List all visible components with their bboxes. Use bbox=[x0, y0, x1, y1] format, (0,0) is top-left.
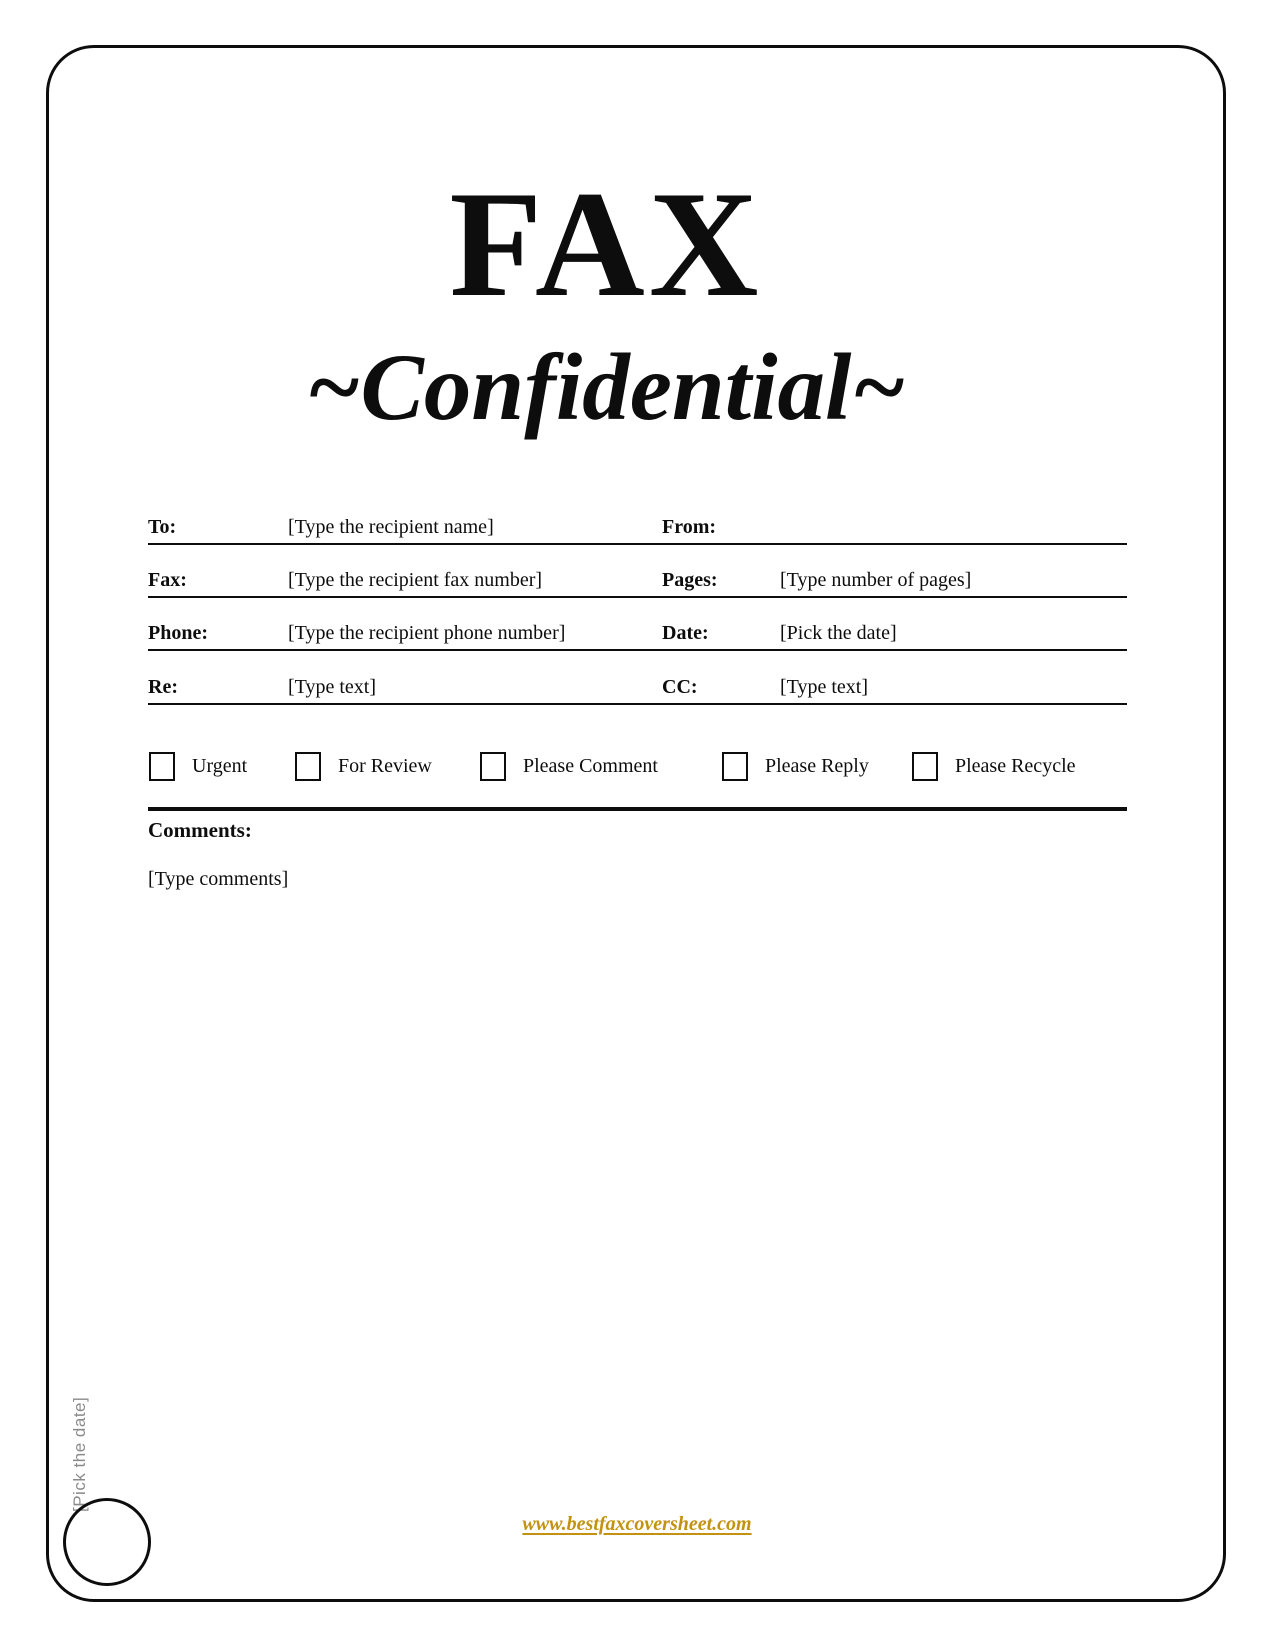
fax-title: FAX bbox=[449, 160, 763, 328]
pages-label: Pages: bbox=[662, 569, 718, 591]
phone-field[interactable]: [Type the recipient phone number] bbox=[288, 622, 566, 644]
date-field[interactable]: [Pick the date] bbox=[780, 622, 897, 644]
checkbox-item-please-reply bbox=[722, 751, 869, 781]
footer bbox=[48, 1513, 1226, 1536]
date-label: Date: bbox=[662, 622, 709, 644]
cc-label: CC: bbox=[662, 676, 698, 698]
fax-label: Fax: bbox=[148, 569, 187, 591]
confidential-subtitle: ~Confidential~ bbox=[306, 334, 906, 440]
fax-field[interactable]: [Type the recipient fax number] bbox=[288, 569, 543, 591]
please-recycle-label: Please Recycle bbox=[955, 754, 1076, 777]
to-label: To: bbox=[148, 516, 177, 538]
footer-link[interactable]: www.bestfaxcoversheet.com bbox=[522, 1513, 752, 1535]
please-comment-label: Please Comment bbox=[523, 754, 658, 777]
please-comment-checkbox[interactable] bbox=[480, 752, 506, 781]
urgent-label: Urgent bbox=[192, 754, 248, 777]
please-reply-checkbox[interactable] bbox=[722, 752, 748, 781]
for-review-label: For Review bbox=[338, 754, 432, 777]
corner-circle bbox=[63, 1498, 151, 1586]
checkbox-item-for-review bbox=[295, 751, 432, 781]
field-row-fax-pages bbox=[148, 562, 1127, 598]
phone-label: Phone: bbox=[148, 622, 208, 644]
pick-date-side-note: [Pick the date] bbox=[70, 1396, 89, 1512]
comments-field[interactable]: [Type comments] bbox=[148, 868, 289, 890]
checkbox-item-please-comment bbox=[480, 751, 658, 781]
checkbox-item-urgent bbox=[149, 751, 247, 781]
re-label: Re: bbox=[148, 676, 178, 698]
urgent-checkbox[interactable] bbox=[149, 752, 175, 781]
from-label: From: bbox=[662, 516, 717, 538]
field-row-to-from bbox=[148, 509, 1127, 545]
for-review-checkbox[interactable] bbox=[295, 752, 321, 781]
comments-divider bbox=[148, 807, 1127, 811]
cc-field[interactable]: [Type text] bbox=[780, 676, 869, 698]
pages-field[interactable]: [Type number of pages] bbox=[780, 569, 972, 591]
field-row-re-cc bbox=[148, 669, 1127, 705]
checkbox-item-please-recycle bbox=[912, 751, 1076, 781]
comments-heading: Comments: bbox=[148, 818, 252, 842]
field-row-phone-date bbox=[148, 615, 1127, 651]
please-recycle-checkbox[interactable] bbox=[912, 752, 938, 781]
please-reply-label: Please Reply bbox=[765, 754, 869, 777]
re-field[interactable]: [Type text] bbox=[288, 676, 377, 698]
to-field[interactable]: [Type the recipient name] bbox=[288, 516, 494, 538]
